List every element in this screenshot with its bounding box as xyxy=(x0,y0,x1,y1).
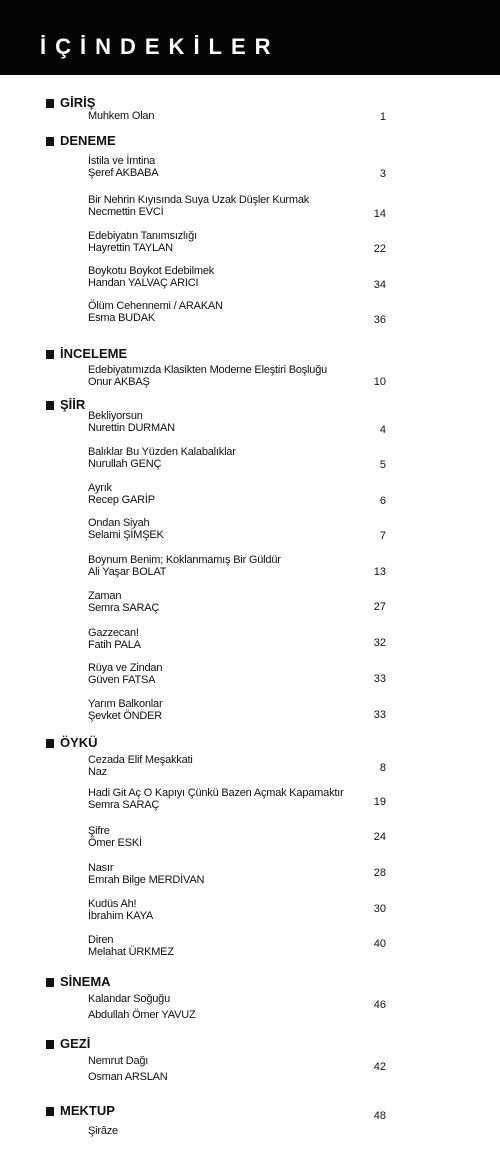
toc-entry xyxy=(88,698,393,722)
entry-title: Hadi Git Aç O Kapıyı Çünkü Bazen Açmak Kapamaktır xyxy=(88,787,344,799)
toc-entry xyxy=(88,898,393,922)
entry-title: Edebiyatın Tanımsızlığı xyxy=(88,230,197,242)
toc-entry xyxy=(88,265,393,289)
entry-author: Ali Yaşar BOLAT xyxy=(88,566,167,578)
entry-title: Edebiyatımızda Klasikten Moderne Eleştiri Boşluğu xyxy=(88,364,328,376)
entry-title: Yarım Balkonlar xyxy=(88,698,163,710)
entry-page-number: 19 xyxy=(373,796,386,808)
toc-entry xyxy=(88,230,393,254)
entry-author: Hayrettin TAYLAN xyxy=(88,242,173,254)
entry-title: Kudüs Ah! xyxy=(88,898,137,910)
entry-author: Melahat ÜRKMEZ xyxy=(88,946,174,958)
toc-entry xyxy=(88,446,393,470)
toc-entry xyxy=(88,662,393,686)
section-marker xyxy=(46,739,54,748)
entry-title: Ondan Siyah xyxy=(88,517,150,529)
entry-author: Güven FATSA xyxy=(88,674,156,686)
entry-title: Gazzecan! xyxy=(88,627,139,639)
entry-author: Necmettin EVCİ xyxy=(88,206,164,218)
entry-author: Nurettin DURMAN xyxy=(88,422,175,434)
entry-author: Selami ŞİMŞEK xyxy=(88,529,164,541)
entry-author: Şeref AKBABA xyxy=(88,167,159,179)
entry-title: Kalandar Soğuğu xyxy=(88,993,171,1005)
toc-entry xyxy=(88,155,393,179)
entry-title: Boykotu Boykot Edebilmek xyxy=(88,265,215,277)
entry-page-number: 7 xyxy=(379,530,386,542)
section-marker xyxy=(46,99,54,108)
entry-title: Cezada Elif Meşakkati xyxy=(88,754,193,766)
section-heading-siir: ŞİİR xyxy=(46,398,85,412)
entry-title: Nasır xyxy=(88,862,114,874)
entry-title: Bir Nehrin Kıyısında Suya Uzak Düşler Kurmak xyxy=(88,194,310,206)
entry-page-number: 33 xyxy=(373,673,386,685)
entry-title: Bekliyorsun xyxy=(88,410,143,422)
entry-page-number: 6 xyxy=(379,495,386,507)
section-marker xyxy=(46,401,54,410)
toc-entry xyxy=(88,364,393,388)
entry-page-number: 13 xyxy=(373,566,386,578)
entry-page-number: 14 xyxy=(373,208,386,220)
toc-entry xyxy=(88,1125,393,1137)
entry-page-number: 33 xyxy=(373,709,386,721)
entry-author: Naz xyxy=(88,766,107,778)
toc-entry xyxy=(88,517,393,541)
toc-entry xyxy=(88,787,393,811)
entry-title: Rüya ve Zindan xyxy=(88,662,163,674)
section-marker xyxy=(46,978,54,987)
page-title: İÇİNDEKİLER xyxy=(40,34,280,59)
section-heading-sinema: SİNEMA xyxy=(46,975,111,989)
entry-title: Zaman xyxy=(88,590,122,602)
entry-page-number: 4 xyxy=(379,424,386,436)
entry-page-number: 36 xyxy=(373,314,386,326)
toc-entry xyxy=(88,194,393,218)
entry-author: Esma BUDAK xyxy=(88,312,156,324)
entry-author: Handan YALVAÇ ARICI xyxy=(88,277,199,289)
entry-page-number: 10 xyxy=(373,376,386,388)
entry-author: Abdullah Ömer YAVUZ xyxy=(88,1009,196,1021)
toc-entry xyxy=(88,482,393,506)
entry-author: Onur AKBAŞ xyxy=(88,376,150,388)
toc-entry xyxy=(88,862,393,886)
section-heading-gezi: GEZİ xyxy=(46,1037,90,1051)
entry-title: Şifre xyxy=(88,825,110,837)
toc-entry xyxy=(88,825,393,849)
toc-entry xyxy=(88,554,393,578)
toc-entry xyxy=(88,590,393,614)
section-marker xyxy=(46,350,54,359)
entry-title: Ölüm Cehennemi / ARAKAN xyxy=(88,300,223,312)
toc-entry xyxy=(88,110,393,122)
toc-entry xyxy=(88,993,393,1021)
entry-author: Recep GARİP xyxy=(88,494,155,506)
entry-title: Nemrut Dağı xyxy=(88,1055,149,1067)
section-marker xyxy=(46,1040,54,1049)
section-heading-inceleme: İNCELEME xyxy=(46,347,127,361)
entry-title: Balıklar Bu Yüzden Kalabalıklar xyxy=(88,446,236,458)
entry-page-number: 5 xyxy=(379,459,386,471)
entry-author: Şirâze xyxy=(88,1125,118,1137)
entry-page-number: 3 xyxy=(379,168,386,180)
entry-title: İstila ve İmtina xyxy=(88,155,156,167)
toc-entry xyxy=(88,934,393,958)
toc-entry xyxy=(88,1055,393,1083)
entry-page-number: 40 xyxy=(373,938,386,950)
toc-entry xyxy=(88,754,393,778)
section-heading-deneme: DENEME xyxy=(46,134,116,148)
entry-author: Muhkem Olan xyxy=(88,110,155,122)
entry-title: Ayrık xyxy=(88,482,112,494)
entry-page-number: 42 xyxy=(373,1061,386,1073)
entry-page-number: 48 xyxy=(373,1110,386,1122)
entry-page-number: 46 xyxy=(373,999,386,1011)
toc-entry xyxy=(88,300,393,324)
entry-page-number: 8 xyxy=(379,762,386,774)
entry-author: Şevket ÖNDER xyxy=(88,710,163,722)
section-marker xyxy=(46,137,54,146)
toc-entry xyxy=(88,410,393,434)
section-heading-oyku: ÖYKÜ xyxy=(46,736,98,750)
entry-page-number: 34 xyxy=(373,279,386,291)
section-heading-giris: GİRİŞ xyxy=(46,96,95,110)
entry-page-number: 32 xyxy=(373,637,386,649)
entry-author: Nurullah GENÇ xyxy=(88,458,162,470)
entry-author: Fatih PALA xyxy=(88,639,141,651)
entry-page-number: 1 xyxy=(379,111,386,123)
entry-title: Diren xyxy=(88,934,114,946)
entry-page-number: 30 xyxy=(373,903,386,915)
entry-author: İbrahim KAYA xyxy=(88,910,154,922)
entry-author: Ömer ESKİ xyxy=(88,837,142,849)
entry-author: Semra SARAÇ xyxy=(88,602,160,614)
entry-page-number: 28 xyxy=(373,867,386,879)
entry-author: Emrah Bilge MERDİVAN xyxy=(88,874,205,886)
entry-page-number: 22 xyxy=(373,243,386,255)
toc-entry xyxy=(88,627,393,651)
entry-author: Semra SARAÇ xyxy=(88,799,160,811)
entry-page-number: 27 xyxy=(373,601,386,613)
section-heading-mektup: MEKTUP xyxy=(46,1104,115,1118)
entry-author: Osman ARSLAN xyxy=(88,1071,168,1083)
section-marker xyxy=(46,1107,54,1116)
entry-title: Boynum Benim; Koklanmamış Bir Güldür xyxy=(88,554,281,566)
entry-page-number: 24 xyxy=(373,831,386,843)
